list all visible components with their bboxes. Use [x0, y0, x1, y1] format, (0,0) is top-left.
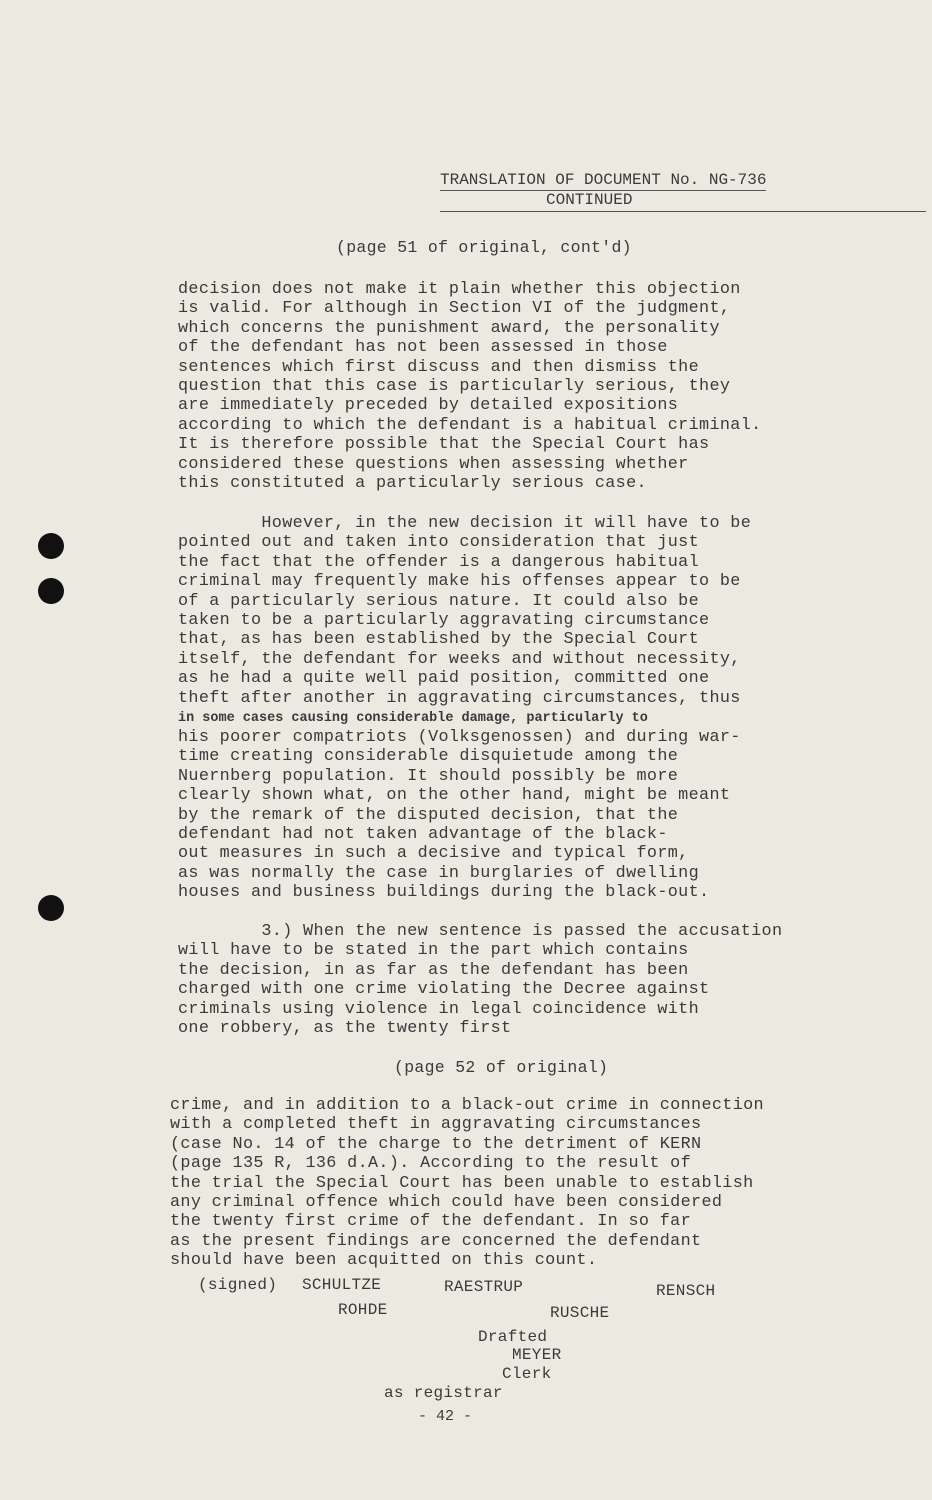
paragraph-1: decision does not make it plain whether this objection is valid. For although in Section VI of the judgment, which concerns the punishment award, the personality of the defendant has not been assessed in those sentences which first discuss and then dismiss the question that this case is particularly serious, they are immediately preceded by detailed expositions according to which the defendant is a habitual criminal. It is therefore possible that the Special Court has considered these questions when assessing whether this constituted a particularly serious case. — [178, 280, 762, 494]
signature-rensch: RENSCH — [656, 1282, 716, 1300]
page-number: - 42 - — [418, 1408, 473, 1425]
header-continued: CONTINUED — [440, 191, 926, 212]
page-reference-51: (page 51 of original, cont'd) — [336, 238, 632, 257]
paragraph-3: 3.) When the new sentence is passed the accusation will have to be stated in the part which contains the decision, in as far as the defendant has been charged with one crime violating the Decree against criminals using violence in legal coincidence with one robbery, as the twenty first — [178, 922, 783, 1039]
signature-meyer: MEYER — [512, 1346, 562, 1364]
signature-rusche: RUSCHE — [550, 1304, 610, 1322]
signature-rohde: ROHDE — [338, 1301, 388, 1319]
header-title: TRANSLATION OF DOCUMENT No. NG-736 — [440, 171, 767, 189]
document-header — [440, 171, 840, 212]
page-reference-52: (page 52 of original) — [394, 1058, 609, 1077]
signed-label: (signed) — [198, 1276, 278, 1294]
clerk-label: Clerk — [502, 1365, 552, 1383]
paragraph-2-inserted-line: in some cases causing considerable damage, particularly to — [178, 711, 648, 726]
punch-hole-2 — [38, 578, 64, 604]
punch-hole-1 — [38, 533, 64, 559]
signature-schultze: SCHULTZE — [302, 1276, 382, 1294]
punch-hole-3 — [38, 895, 64, 921]
registrar-label: as registrar — [384, 1384, 503, 1402]
paragraph-final: crime, and in addition to a black-out crime in connection with a completed theft in aggravating circumstances (case No. 14 of the charge to the detriment of KERN (page 135 R, 136 d.A.). According to the result of the trial the Special Court has been unable to establish any criminal offence which could have been considered the twenty first crime of the defendant. In so far as the present findings are concerned the defendant should have been acquitted on this count. — [170, 1096, 764, 1271]
signature-raestrup: RAESTRUP — [444, 1278, 524, 1296]
drafted-label: Drafted — [478, 1328, 548, 1346]
paragraph-2-continued: his poorer compatriots (Volksgenossen) and during war- time creating considerable disquietude among the Nuernberg population. It should possibly be more clearly shown what, on the other hand, might be meant by the remark of the disputed decision, that the defendant had not taken advantage of the black- out measures in such a decisive and typical form, as was normally the case in burglaries of dwelling houses and business buildings during the black-out. — [178, 728, 741, 903]
paragraph-2: However, in the new decision it will have to be pointed out and taken into consideration that just the fact that the offender is a dangerous habitual criminal may frequently make his offenses appear to be of a particularly serious nature. It could also be taken to be a particularly aggravating circumstance that, as has been established by the Special Court itself, the defendant for weeks and without necessity, as he had a quite well paid position, committed one theft after another in aggravating circumstances, thus — [178, 514, 752, 708]
